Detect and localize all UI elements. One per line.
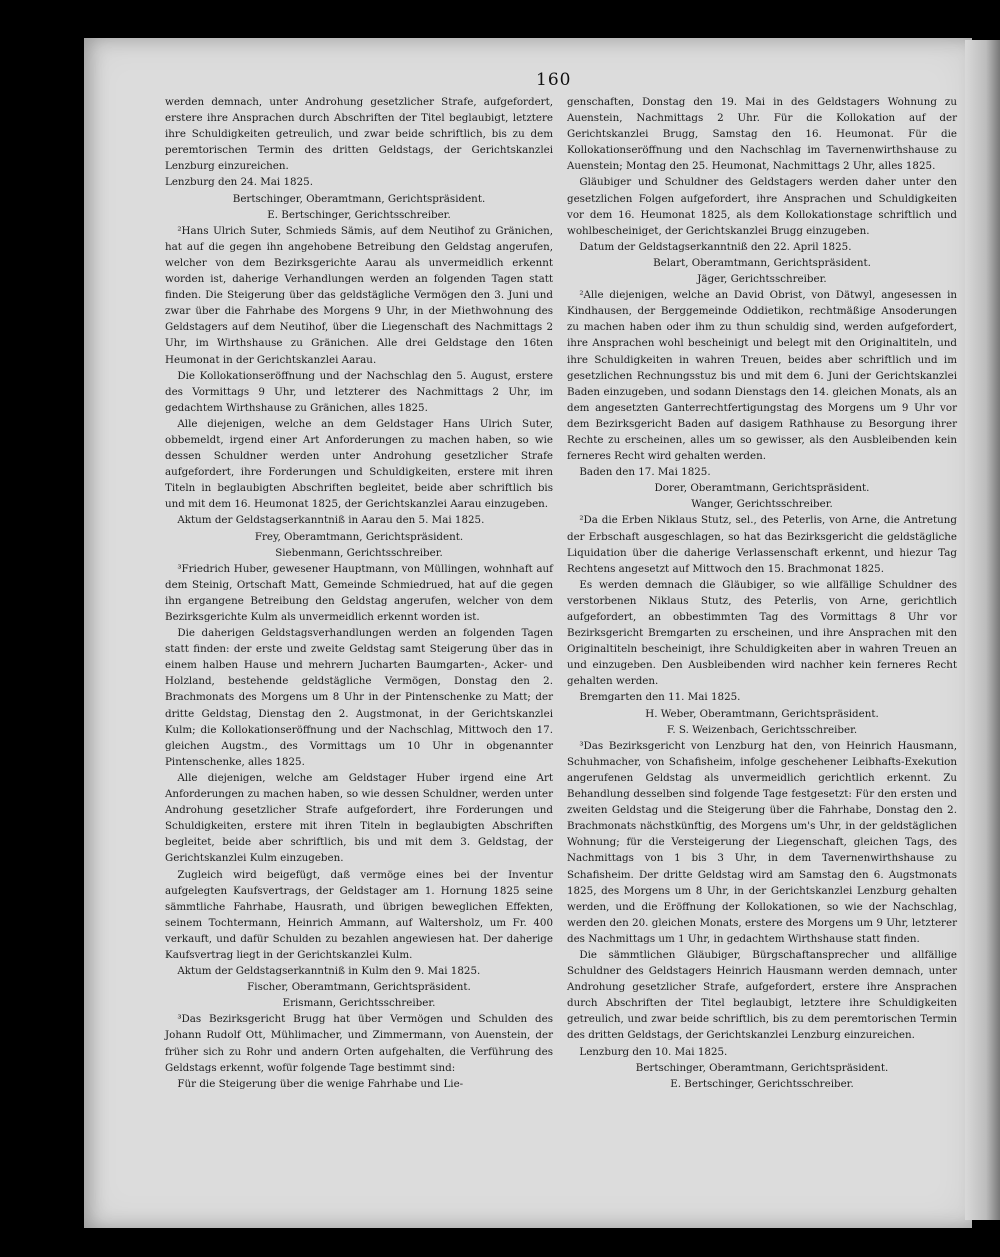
notice-paragraph: Aktum der Geldstagserkanntniß in Kulm den 9. Mai 1825. bbox=[177, 965, 481, 978]
notice-paragraph: ³Das Bezirksgericht Brugg hat über Vermögen und Schulden des Johann Rudolf Ott, Mühlimacher, und Zimmermann, von Auenstein, der früher sich zu Rohr und andern Orten aufgehalten, die Verführung des Geldstags erkennt, wofür folgende Tage bestimmt sind: bbox=[165, 1013, 553, 1074]
notice-paragraph: Baden den 17. Mai 1825. bbox=[579, 466, 711, 479]
signature-line: E. Bertschinger, Gerichtsschreiber. bbox=[267, 208, 451, 221]
notice-paragraph: Aktum der Geldstagserkanntniß in Aarau den 5. Mai 1825. bbox=[177, 514, 485, 527]
notice-paragraph: ²Hans Ulrich Suter, Schmieds Sämis, auf dem Neutihof zu Gränichen, hat auf die gegen ihn angehobene Betreibung den Geldstag angerufen, welcher von dem Bezirksgerichte Aarau als unvermeidlich erkennt worden ist, daherige Verhandlungen werden an folgenden Tagen statt finden. Die Steigerung über das geldstägliche Vermögen den 3. Juni und zwar über die Fahrhabe des Morgens 9 Uhr, in der Miethwohnung des Geldstagers auf dem Neutihof, über die Liegenschaft des Nachmittags 2 Uhr, im Wirthshause zu Gränichen. Alle drei Geldstage den 16ten Heumonat in der Gerichtskanzlei Aarau. bbox=[165, 224, 553, 366]
signature-line: H. Weber, Oberamtmann, Gerichtspräsident. bbox=[645, 707, 879, 720]
notice-paragraph: ³Das Bezirksgericht von Lenzburg hat den, von Heinrich Hausmann, Schuhmacher, von Schafisheim, infolge geschehener Leibhafts-Exekution angerufenen Geldstag als unvermeidlich gerichtlich erkennt. Zu Behandlung desselben sind folgende Tage festgesetzt: Für den ersten und zweiten Geldstag und die Steigerung über die Fahrhabe, Donstag den 2. Brachmonats nächstkünftig, des Morgens um's Uhr, in der geldstäglichen Wohnung; für die Versteigerung der Liegenschaft, gleichen Tags, des Nachmittags von 1 bis 3 Uhr, in dem Tavernenwirthshause zu Schafisheim. Der dritte Geldstag wird am Samstag den 6. Augstmonats 1825, des Morgens um 8 Uhr, in der Gerichtskanzlei Lenzburg gehalten werden, und die Eröffnung der Kollokationen, so wie der Nachschlag, werden den 20. gleichen Monats, erstere des Morgens um 9 Uhr, letzterer des Nachmittags um 1 Uhr, in gedachtem Wirthshause statt finden. bbox=[567, 739, 957, 945]
signature-line: Wanger, Gerichtsschreiber. bbox=[691, 498, 833, 511]
signature-line: Bertschinger, Oberamtmann, Gerichtspräsident. bbox=[635, 1061, 889, 1074]
signature-line: Bertschinger, Oberamtmann, Gerichtspräsident. bbox=[232, 192, 486, 205]
right-column bbox=[567, 94, 957, 1092]
notice-paragraph: Die sämmtlichen Gläubiger, Bürgschaftansprecher und allfällige Schuldner des Geldstagers Heinrich Hausmann werden demnach, unter Androhung gesetzlicher Strafe, aufgefordert, erstere ihre Ansprachen durch Abschriften der Titel beglaubigt, letztere ihre Schuldigkeiten getreulich, und zwar beide schriftlich, bis zu dem peremtorischen Termin des dritten Geldstags, der Gerichtskanzlei Lenzburg einzureichen. bbox=[567, 948, 957, 1042]
notice-paragraph: Zugleich wird beigefügt, daß vermöge eines bei der Inventur aufgelegten Kaufsvertrags, der Geldstager am 1. Hornung 1825 seine sämmtliche Fahrhabe, Hausrath, und übrigen beweglichen Effekten, seinem Tochtermann, Heinrich Ammann, auf Waltersholz, um Fr. 400 verkauft, und dafür Schulden zu bezahlen angewiesen hat. Der daherige Kaufsvertrag liegt in der Gerichtskanzlei Kulm. bbox=[165, 868, 553, 961]
signature-line: Frey, Oberamtmann, Gerichtspräsident. bbox=[254, 530, 464, 543]
signature-line: Jäger, Gerichtsschreiber. bbox=[697, 273, 827, 286]
notice-paragraph: Datum der Geldstagserkanntniß den 22. April 1825. bbox=[579, 240, 852, 253]
notice-paragraph: genschaften, Donstag den 19. Mai in des Geldstagers Wohnung zu Auenstein, Nachmittags 2 Uhr. Für die Kollokation auf der Gerichtskanzlei Brugg, Samstag den 16. Heumonat. Für die Kollokationseröffnung und den Nachschlag im Tavernenwirthshause zu Auenstein; Montag den 25. Heumonat, Nachmittags 2 Uhr, alles 1825. bbox=[567, 96, 957, 173]
notice-paragraph: Für die Steigerung über die wenige Fahrhabe und Lie- bbox=[177, 1077, 464, 1090]
notice-paragraph: Die daherigen Geldstagsverhandlungen werden an folgenden Tagen statt finden: der erste und zweite Geldstag samt Steigerung über das in einem halben Hause und mehrern Jucharten Baumgarten-, Acker- und Holzland, bestehende geldstägliche Vermögen, Donstag den 2. Brachmonats des Morgens um 8 Uhr in der Pintenschenke zu Matt; der dritte Geldstag, Dienstag den 2. Augstmonat, in der Gerichtskanzlei Kulm; die Kollokationseröffnung und der Nachschlag, Mittwoch den 17. gleichen Augstm., des Vormittags um 10 Uhr in obgenannter Pintenschenke, alles 1825. bbox=[165, 627, 553, 768]
notice-paragraph: Alle diejenigen, welche an dem Geldstager Hans Ulrich Suter, obbemeldt, irgend einer Art Anforderungen zu machen haben, so wie dessen Schuldner werden unter Androhung gesetzlicher Strafe aufgefordert, ihre Forderungen und Schuldigkeiten, erstere mit ihren Titeln in beglaubigten Abschriften begleitet, beide aber schriftlich bis und mit dem 16. Heumonat 1825, der Gerichtskanzlei Aarau einzugeben. bbox=[165, 417, 553, 511]
signature-line: Dorer, Oberamtmann, Gerichtspräsident. bbox=[654, 482, 870, 495]
signature-line: Siebenmann, Gerichtsschreiber. bbox=[275, 546, 443, 559]
signature-line: E. Bertschinger, Gerichtsschreiber. bbox=[670, 1077, 854, 1090]
notice-paragraph: Bremgarten den 11. Mai 1825. bbox=[579, 691, 741, 704]
notice-paragraph: ³Friedrich Huber, gewesener Hauptmann, von Müllingen, wohnhaft auf dem Steinig, Ortschaft Matt, Gemeinde Schmiedrued, hat auf die gegen ihn ergangene Betreibung den Geldstag angerufen, welcher von dem Bezirksgerichte Kulm als unvermeidlich erkennt worden ist. bbox=[165, 562, 553, 623]
signature-line: Erismann, Gerichtsschreiber. bbox=[282, 997, 436, 1010]
left-column bbox=[165, 94, 553, 1092]
notice-paragraph: Die Kollokationseröffnung und der Nachschlag den 5. August, erstere des Vormittags 9 Uhr, und letzterer des Nachmittags 2 Uhr, im gedachtem Wirthshause zu Gränichen, alles 1825. bbox=[165, 369, 553, 414]
notice-paragraph: Es werden demnach die Gläubiger, so wie allfällige Schuldner des verstorbenen Niklaus Stutz, des Peterlis, von Arne, gerichtlich aufgefordert, an obbestimmten Tag des Vormittags 8 Uhr vor Bezirksgericht Bremgarten zu erscheinen, und ihre Ansprachen mit den Originaltiteln bescheinigt, ihre Schuldigkeiten aber in wahren Treuen an und einzugeben. Den Ausbleibenden wird nachher kein ferneres Recht gehalten werden. bbox=[567, 578, 957, 688]
signature-line: Belart, Oberamtmann, Gerichtspräsident. bbox=[653, 256, 871, 269]
facing-page-edge bbox=[965, 40, 1000, 1220]
signature-line: F. S. Weizenbach, Gerichtsschreiber. bbox=[666, 723, 858, 736]
signature-line: Fischer, Oberamtmann, Gerichtspräsident. bbox=[247, 981, 471, 994]
notice-paragraph: Lenzburg den 24. Mai 1825. bbox=[165, 176, 313, 189]
page-number: 160 bbox=[536, 70, 572, 90]
notice-paragraph: ²Da die Erben Niklaus Stutz, sel., des Peterlis, von Arne, die Antretung der Erbschaft ausgeschlagen, so hat das Bezirksgericht die geldstägliche Liquidation über die daherige Verlassenschaft erkennt, und hiezur Tag Rechtens angesetzt auf Mittwoch den 15. Brachmonat 1825. bbox=[567, 514, 957, 575]
notice-paragraph: Alle diejenigen, welche am Geldstager Huber irgend eine Art Anforderungen zu machen haben, so wie dessen Schuldner, werden unter Androhung gesetzlicher Strafe aufgefordert, ihre Forderungen und Schuldigkeiten, erstere mit ihren Titeln in beglaubigten Abschriften begleitet, beide aber schriftlich, bis und mit dem 3. Geldstag, der Gerichtskanzlei Kulm einzugeben. bbox=[165, 771, 553, 865]
notice-paragraph: Lenzburg den 10. Mai 1825. bbox=[579, 1045, 728, 1058]
notice-paragraph: Gläubiger und Schuldner des Geldstagers werden daher unter den gesetzlichen Folgen aufgefordert, ihre Ansprachen und Schuldigkeiten vor dem 16. Heumonat 1825, als dem Kollokationstage schriftlich und wohlbescheiniget, der Gerichtskanzlei Brugg einzugeben. bbox=[567, 176, 957, 237]
notice-paragraph: ²Alle diejenigen, welche an David Obrist, von Dätwyl, angesessen in Kindhausen, der Berggemeinde Oddietikon, rechtmäßige Ansoderungen zu machen haben oder ihm zu thun schuldig sind, werden aufgefordert, ihre Ansprachen wohl bescheinigt und belegt mit den Originaltiteln, und ihre Schuldigkeiten in wahren Treuen, beides aber schriftlich und im gesetzlichen Rechnungsstuz bis und mit dem 6. Juni der Gerichtskanzlei Baden einzugeben, und sodann Dienstags den 14. gleichen Monats, als an dem angesetzten Ganterrechtfertigungstag des Morgens um 9 Uhr vor dem Bezirksgericht Baden auf dasigem Rathhause zu Besorgung ihrer Rechte zu erscheinen, alles um so gewisser, als den Ausbleibenden kein ferneres Recht wird gehalten werden. bbox=[567, 289, 957, 463]
notice-paragraph: werden demnach, unter Androhung gesetzlicher Strafe, aufgefordert, erstere ihre Ansprachen durch Abschriften der Titel beglaubigt, letztere ihre Schuldigkeiten getreulich, und zwar beide schriftlich, bis zu dem peremtorischen Termin des dritten Geldstags, der Gerichtskanzlei Lenzburg einzureichen. bbox=[165, 96, 553, 173]
